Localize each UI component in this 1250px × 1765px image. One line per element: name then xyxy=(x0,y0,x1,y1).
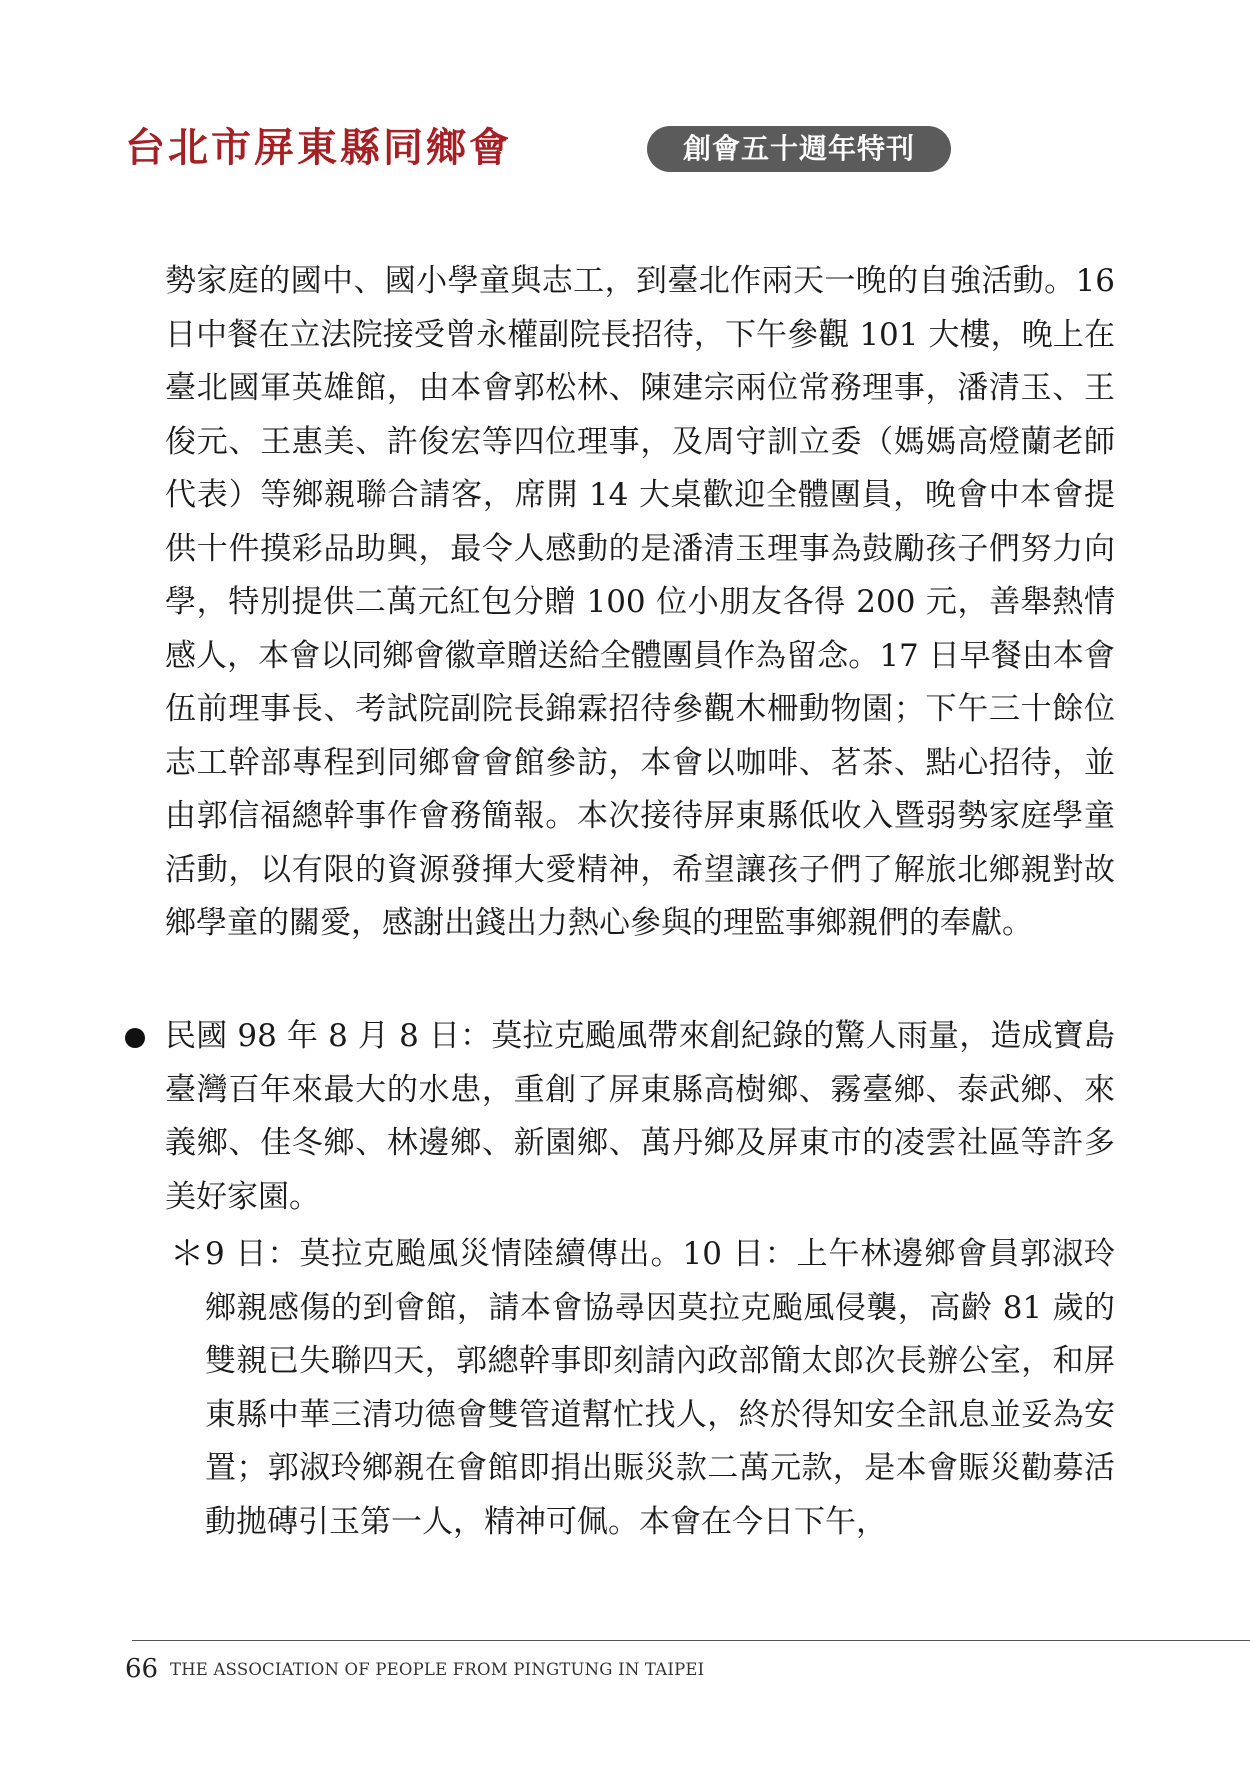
page-number: 66 xyxy=(125,1654,159,1684)
paragraph-sub-item: 9 日：莫拉克颱風災情陸續傳出。10 日：上午林邊鄉會員郭淑玲鄉親感傷的到會館，請本會協尋因莫拉克颱風侵襲，高齡 81 歲的雙親已失聯四天，郭總幹事即刻請內政部簡太郎次長辦公室，和屏東縣中華三清功德會雙管道幫忙找人，終於得知安全訊息並妥為安置；郭淑玲鄉親在會館即捐出賑災款二萬元款，是本會賑災勸募活動拋磚引玉第一人，精神可佩。本會在今日下午， xyxy=(205,1236,1115,1540)
asterisk-marker: ＊ xyxy=(170,1234,204,1274)
paragraph-bullet-morakot: 民國 98 年 8 月 8 日：莫拉克颱風帶來創紀錄的驚人雨量，造成寶島臺灣百年來最大的水患，重創了屏東縣高樹鄉、霧臺鄉、泰武鄉、來義鄉、佳冬鄉、林邊鄉、新園鄉、萬丹鄉及屏東市的凌雲社區等許多美好家園。 xyxy=(165,1018,1115,1215)
paragraph-continued: 勢家庭的國中、國小學童與志工，到臺北作兩天一晚的自強活動。16 日中餐在立法院接受曾永權副院長招待，下午參觀 101 大樓，晚上在臺北國軍英雄館，由本會郭松林、陳建宗兩位常務理事，潘清玉、王俊元、王惠美、許俊宏等四位理事，及周守訓立委（媽媽高燈蘭老師代表）等鄉親聯合請客，席開 14 大桌歡迎全體團員，晚會中本會提供十件摸彩品助興，最令人感動的是潘清玉理事為鼓勵孩子們努力向學，特別提供二萬元紅包分贈 100 位小朋友各得 200 元，善舉熱情感人，本會以同鄉會徽章贈送給全體團員作為留念。17 日早餐由本會伍前理事長、考試院副院長錦霖招待參觀木柵動物園；下午三十餘位志工幹部專程到同鄉會會館參訪，本會以咖啡、茗茶、點心招待，並由郭信福總幹事作會務簡報。本次接待屏東縣低收入暨弱勢家庭學童活動，以有限的資源發揮大愛精神，希望讓孩子們了解旅北鄉親對故鄉學童的關愛，感謝出錢出力熱心參與的理監事鄉親們的奉獻。 xyxy=(165,263,1115,941)
footer-publication-title: THE ASSOCIATION OF PEOPLE FROM PINGTUNG IN TAIPEI xyxy=(170,1660,705,1679)
footer-divider xyxy=(132,1640,1250,1641)
org-name-title: 台北市屏東縣同鄉會 xyxy=(125,124,512,171)
page-header xyxy=(125,118,1125,178)
bullet-dot-icon xyxy=(125,1028,145,1048)
special-issue-badge: 創會五十週年特刊 xyxy=(647,126,951,172)
